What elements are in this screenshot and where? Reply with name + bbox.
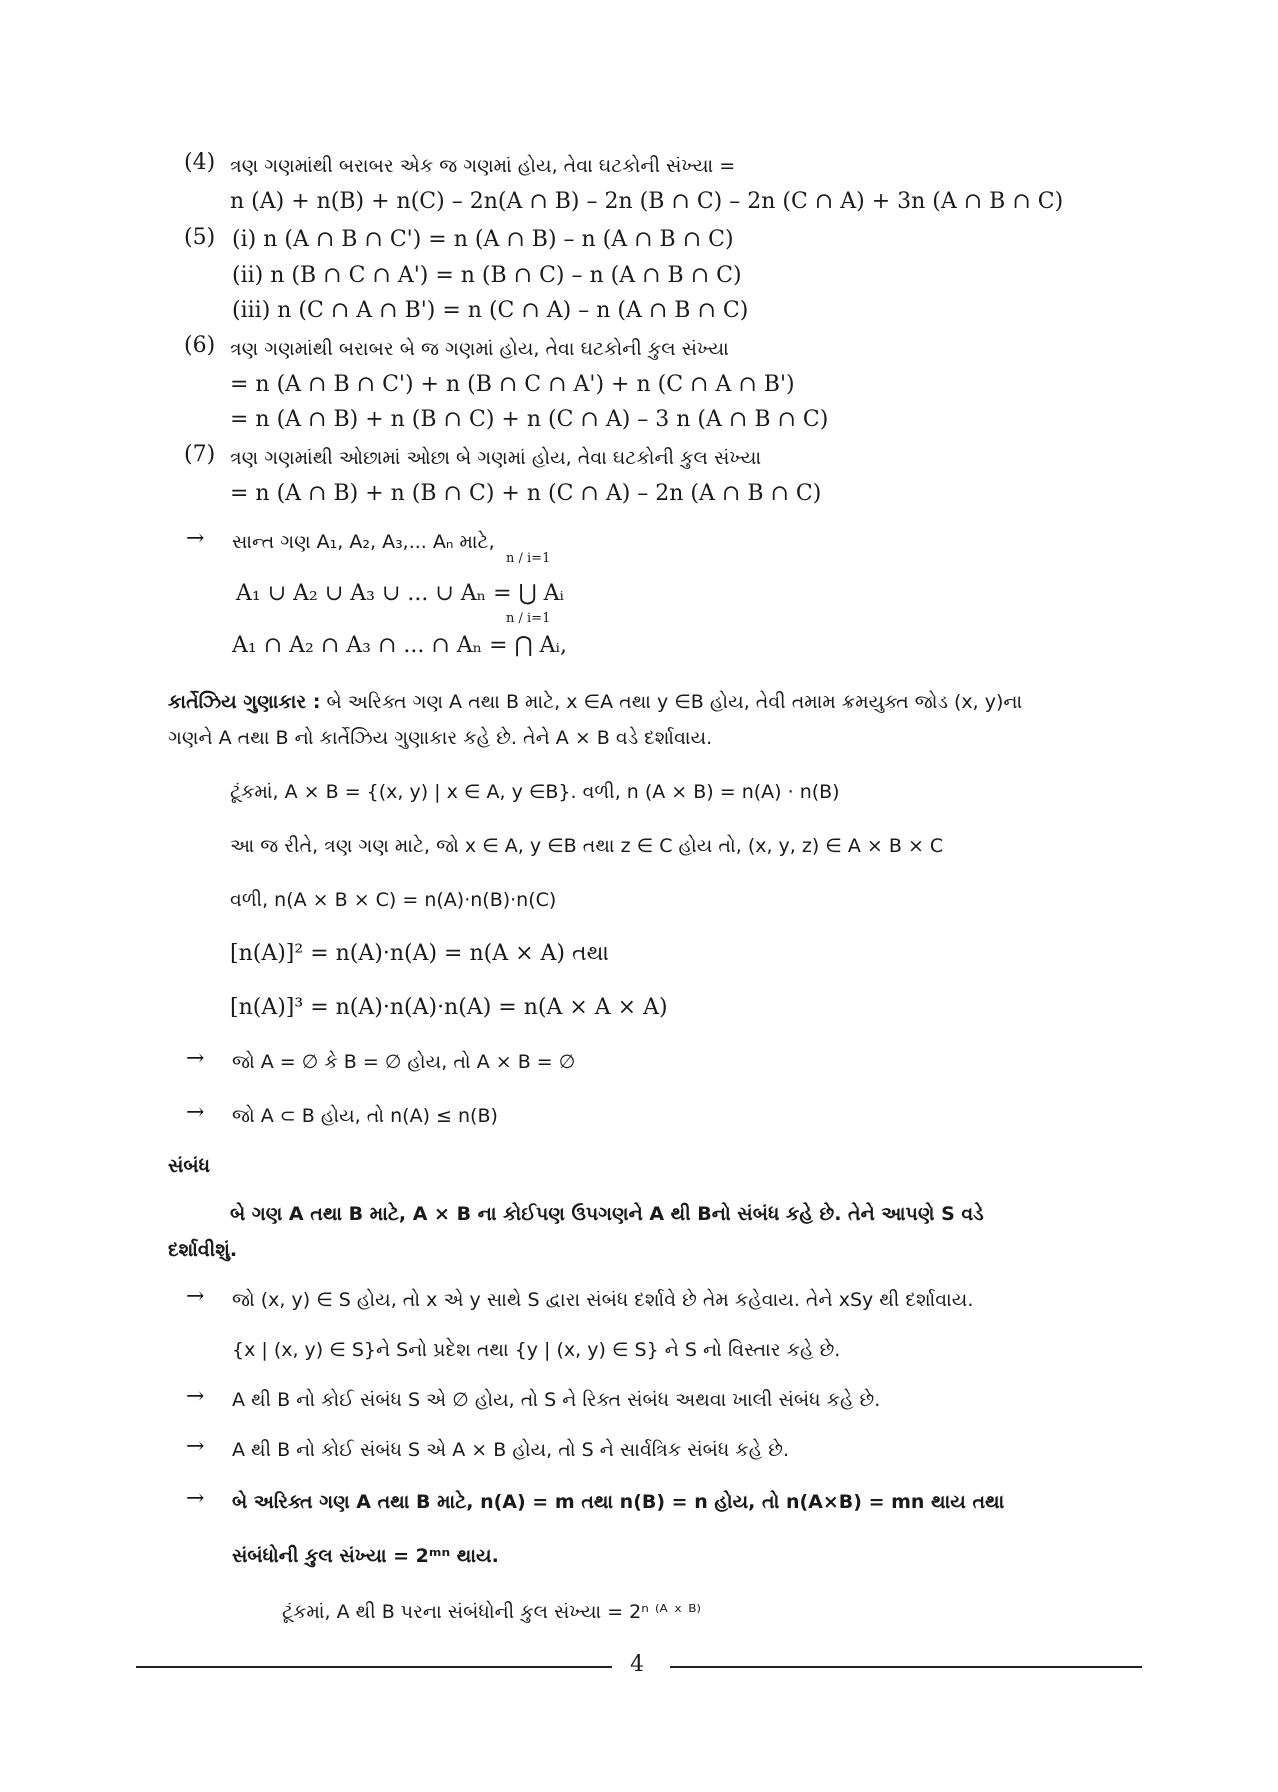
item-number: (6): [184, 333, 216, 358]
cartesian-heading: કાર્તેઝિય ગુણાકાર :: [168, 691, 321, 713]
arrow-icon: →: [186, 1434, 205, 1459]
page-number: 4: [630, 1652, 644, 1677]
relation-p5b: સંબંધોની કુલ સંખ્યા = 2ᵐⁿ થાય.: [232, 1545, 499, 1567]
cartesian-square: [n(A)]² = n(A)·n(A) = n(A × A) તથા: [230, 941, 609, 966]
item4-text: ત્રણ ગણમાંથી બરાબર એક જ ગણમાં હોય, તેવા ઘટકોની સંખ્યા =: [230, 155, 736, 177]
cartesian-three: આ જ રીતે, ત્રણ ગણ માટે, જો x ∈ A, y ∈B તથા z ∈ C હોય તો, (x, y, z) ∈ A × B × C: [230, 835, 944, 857]
cartesian-empty: જો A = ∅ કે B = ∅ હોય, તો A × B = ∅: [232, 1051, 576, 1073]
relation-p5a: બે અરિક્ત ગણ A તથા B માટે, n(A) = m તથા n(B) = n હોય, તો n(A×B) = mn થાય તથા: [232, 1491, 1005, 1513]
item5-iii: (iii) n (C ∩ A ∩ B') = n (C ∩ A) – n (A ∩ B ∩ C): [232, 298, 749, 323]
arrow-icon: →: [186, 1384, 205, 1409]
arrow-icon: →: [186, 1046, 205, 1071]
cartesian-def1: બે અરિક્ત ગણ A તથા B માટે, x ∈A તથા y ∈B હોય, તેવી તમામ ક્રમયુક્ત જોડ (x, y)ના: [326, 691, 1023, 713]
intersection-formula: A₁ ∩ A₂ ∩ A₃ ∩ ... ∩ Aₙ = ⋂ Aᵢ,: [232, 633, 567, 658]
cartesian-subset: જો A ⊂ B હોય, તો n(A) ≤ n(B): [232, 1105, 498, 1127]
finite-text: સાન્ત ગણ A₁, A₂, A₃,... Aₙ માટે,: [232, 531, 495, 553]
intersection-limits: n / i=1: [506, 611, 551, 626]
relation-p2: {x | (x, y) ∈ S}ને Sનો પ્રદેશ તથા {y | (x, y) ∈ S} ને S નો વિસ્તાર કહે છે.: [232, 1339, 841, 1361]
item-number: (5): [184, 225, 216, 250]
relation-total: ટૂંકમાં, A થી B પરના સંબંધોની કુલ સંખ્યા = 2ⁿ ⁽ᴬ ˣ ᴮ⁾: [282, 1601, 702, 1623]
item6-line1: = n (A ∩ B ∩ C') + n (B ∩ C ∩ A') + n (C ∩ A ∩ B'): [230, 372, 795, 397]
relation-def1: બે ગણ A તથા B માટે, A × B ના કોઈપણ ઉપગણને A થી Bનો સંબંધ કહે છે. તેને આપણે S વડે: [230, 1203, 984, 1225]
item5-ii: (ii) n (B ∩ C ∩ A') = n (B ∩ C) – n (A ∩ B ∩ C): [232, 263, 742, 288]
union-limits: n / i=1: [506, 551, 551, 566]
arrow-icon: →: [186, 1486, 205, 1511]
relation-p4: A થી B નો કોઈ સંબંધ S એ A × B હોય, તો S ને સાર્વત્રિક સંબંધ કહે છે.: [232, 1439, 789, 1461]
cartesian-short: ટૂંકમાં, A × B = {(x, y) | x ∈ A, y ∈B}. વળી, n (A × B) = n(A) · n(B): [230, 781, 840, 803]
arrow-icon: →: [186, 1100, 205, 1125]
cartesian-def2: ગણને A તથા B નો કાર્તેઝિય ગુણાકાર કહે છે. તેને A × B વડે દર્શાવાય.: [168, 727, 713, 749]
relation-heading: સંબંધ: [168, 1155, 211, 1177]
item7-text: ત્રણ ગણમાંથી ઓછામાં ઓછા બે ગણમાં હોય, તેવા ઘટકોની કુલ સંખ્યા: [230, 447, 762, 469]
union-formula: A₁ ∪ A₂ ∪ A₃ ∪ ... ∪ Aₙ = ⋃ Aᵢ: [236, 581, 564, 606]
footer-rule-right: [670, 1666, 1142, 1668]
item6-text: ત્રણ ગણમાંથી બરાબર બે જ ગણમાં હોય, તેવા ઘટકોની કુલ સંખ્યા: [230, 338, 729, 360]
item-number: (4): [184, 150, 216, 175]
item5-i: (i) n (A ∩ B ∩ C') = n (A ∩ B) – n (A ∩ B ∩ C): [232, 227, 734, 252]
relation-p1: જો (x, y) ∈ S હોય, તો x એ y સાથે S દ્વારા સંબંધ દર્શાવે છે તેમ કહેવાય. તેને xSy થી દર્શાવાય.: [232, 1289, 974, 1311]
item7-line1: = n (A ∩ B) + n (B ∩ C) + n (C ∩ A) – 2n (A ∩ B ∩ C): [230, 481, 822, 506]
arrow-icon: →: [186, 526, 205, 551]
item4-formula: n (A) + n(B) + n(C) – 2n(A ∩ B) – 2n (B ∩ C) – 2n (C ∩ A) + 3n (A ∩ B ∩ C): [230, 189, 1064, 214]
item6-line2: = n (A ∩ B) + n (B ∩ C) + n (C ∩ A) – 3 n (A ∩ B ∩ C): [230, 407, 829, 432]
arrow-icon: →: [186, 1284, 205, 1309]
cartesian-cube: [n(A)]³ = n(A)·n(A)·n(A) = n(A × A × A): [230, 995, 668, 1020]
footer-rule-left: [136, 1666, 612, 1668]
relation-def2: દર્શાવીશું.: [168, 1239, 238, 1261]
item-number: (7): [184, 442, 216, 467]
cartesian-definition-line1: [168, 688, 1022, 716]
relation-p3: A થી B નો કોઈ સંબંધ S એ ∅ હોય, તો S ને રિક્ત સંબંધ અથવા ખાલી સંબંધ કહે છે.: [232, 1389, 881, 1411]
cartesian-also: વળી, n(A × B × C) = n(A)·n(B)·n(C): [230, 889, 557, 911]
